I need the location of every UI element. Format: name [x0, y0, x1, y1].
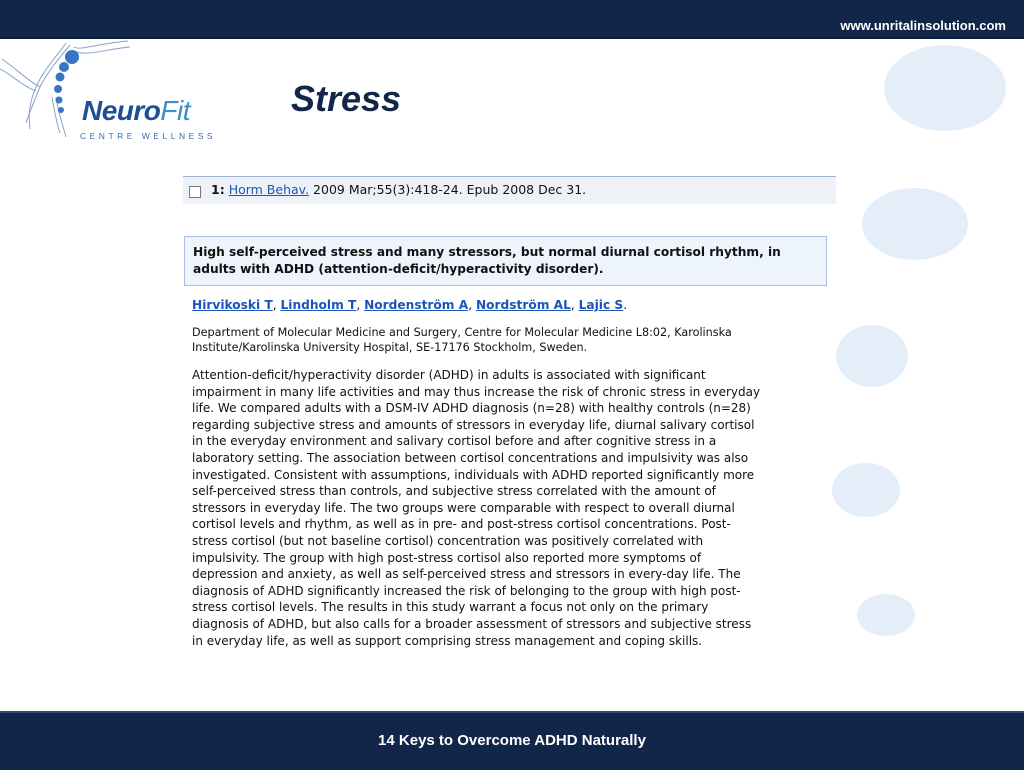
article-title: High self-perceived stress and many stressors, but normal diurnal cortisol rhythm, in adults with ADHD (attention-deficit/hyperactivity disorder). — [193, 245, 781, 276]
abstract-line: investigated. Consistent with assumptions, individuals with ADHD reported significantly more — [192, 467, 755, 482]
abstract-line: diagnosis of ADHD significantly increased the risk of belonging to the group with high post- — [192, 583, 741, 598]
footer-title: 14 Keys to Overcome ADHD Naturally — [378, 732, 646, 749]
abstract-line: self-perceived stress than controls, and subjective stress correlated with the amount of — [192, 484, 716, 499]
author-list: Hirvikoski T, Lindholm T, Nordenström A, Nordström AL, Lajic S. — [192, 298, 628, 312]
abstract-line: depression and anxiety, as well as self-perceived stress and stressors in every-day life. The — [192, 567, 741, 582]
abstract-line: stress cortisol (but not baseline cortisol) concentration was positively correlated with — [192, 533, 704, 548]
decorative-circle — [857, 594, 915, 636]
abstract-line: stress cortisol levels. The results in this study warrant a focus not only on the primary — [192, 600, 709, 615]
article-title-box — [184, 236, 827, 286]
author-link[interactable]: Hirvikoski T — [192, 298, 273, 312]
decorative-circle — [832, 463, 900, 517]
decorative-circle — [884, 45, 1006, 131]
header-bar — [0, 0, 1024, 39]
decorative-circle — [836, 325, 908, 387]
abstract-line: life. We compared adults with a DSM-IV ADHD diagnosis (n=28) with healthy controls (n=28) — [192, 401, 751, 416]
citation-details: 2009 Mar;55(3):418-24. Epub 2008 Dec 31. — [309, 182, 587, 197]
logo-wordmark: NeuroFit — [82, 95, 191, 126]
slide-title: Stress — [291, 78, 402, 119]
abstract — [192, 367, 832, 649]
website-url[interactable]: www.unritalinsolution.com — [840, 18, 1006, 33]
decorative-circle — [862, 188, 968, 260]
author-link[interactable]: Nordström AL — [475, 298, 571, 312]
author-link[interactable]: Lindholm T — [280, 298, 357, 312]
abstract-line: stressors in everyday life. The two groups were comparable with respect to overall diurnal — [192, 500, 735, 515]
footer-bar — [0, 711, 1024, 770]
abstract-line: cortisol levels and rhythm, as well as in pre- and post-stress cortisol concentrations. Post- — [192, 517, 731, 532]
author-link[interactable]: Nordenström A — [364, 298, 469, 312]
journal-link[interactable]: Horm Behav. — [228, 182, 310, 197]
citation-number: 1: — [211, 182, 225, 197]
select-checkbox[interactable] — [189, 186, 201, 198]
abstract-line: impairment in many life activities and may thus increase the risk of chronic stress in everyday — [192, 384, 761, 399]
abstract-line: laboratory setting. The association between cortisol concentrations and impulsivity was also — [192, 450, 749, 465]
citation-text — [211, 182, 586, 197]
abstract-line: impulsivity. The group with high post-stress cortisol also reported more symptoms of — [192, 550, 702, 565]
abstract-line: in the everyday environment and salivary cortisol before and after cognitive stress in a — [192, 434, 717, 449]
logo-subtitle: CENTRE WELLNESS — [80, 131, 217, 141]
abstract-line: in everyday life, as well as support comprising stress management and coping skills. — [192, 633, 703, 648]
abstract-line: Attention-deficit/hyperactivity disorder (ADHD) in adults is associated with significant — [192, 368, 706, 382]
citation-row — [183, 176, 836, 204]
affiliation: Department of Molecular Medicine and Surgery, Centre for Molecular Medicine L8:02, Karolinska Institute/Karolinska University Hospital, SE-17176 Stockholm, Sweden. — [192, 326, 732, 354]
abstract-line: regarding subjective stress and amounts of stressors in everyday life, diurnal salivary cortisol — [192, 417, 755, 432]
abstract-line: diagnosis of ADHD, but also calls for a broader assessment of stressors and subjective stress — [192, 616, 752, 631]
author-link[interactable]: Lajic S — [578, 298, 624, 312]
